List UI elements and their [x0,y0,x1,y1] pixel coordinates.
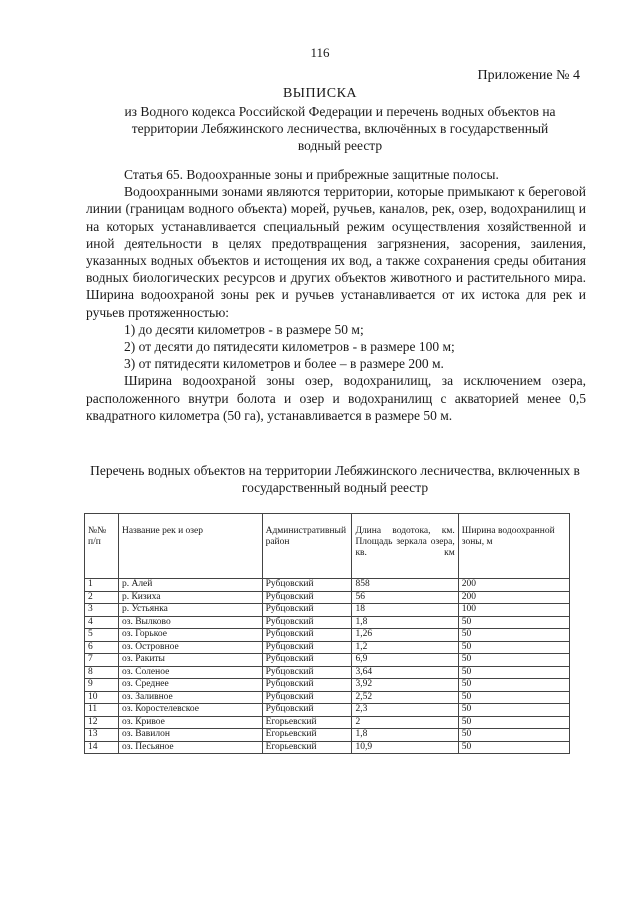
cell-district: Рубцовский [262,691,352,704]
table-row [85,641,570,654]
cell-name: оз. Ракиты [118,654,262,667]
header-name: Название рек и озер [118,514,262,579]
cell-length: 3,64 [352,666,458,679]
list-item-2: 2) от десяти до пятидесяти километров - в размере 100 м; [124,339,455,355]
table-row [85,591,570,604]
cell-name: оз. Соленое [118,666,262,679]
list-item-1: 1) до десяти километров - в размере 50 м; [124,321,364,337]
appendix-label: Приложение № 4 [477,68,580,83]
cell-district: Рубцовский [262,654,352,667]
cell-width: 50 [458,616,569,629]
cell-num: 5 [85,629,119,642]
table-row [85,579,570,592]
cell-length: 1,2 [352,641,458,654]
cell-num: 8 [85,666,119,679]
article-heading: Статья 65. Водоохранные зоны и прибрежные защитные полосы. [124,167,499,182]
cell-num: 10 [85,691,119,704]
document-title: ВЫПИСКА [282,86,358,101]
table-row [85,629,570,642]
table-row [85,691,570,704]
header-district: Административный район [262,514,352,579]
paragraph-lake-zones: Ширина водоохраной зоны озер, водохранилищ, за исключением озера, расположенного внутри болота и озер и водохранилищ с акваторией менее 0,5 квадратного километра (50 га), устанавливается в размере 50 м. [86,373,586,423]
cell-length: 2,3 [352,704,458,717]
document-body [86,166,586,424]
cell-district: Рубцовский [262,591,352,604]
cell-width: 50 [458,629,569,642]
document-subtitle: из Водного кодекса Российской Федерации и перечень водных объектов на территории Лебяжинского лесничества, включённых в государственный водный реестр [124,104,556,153]
cell-length: 18 [352,604,458,617]
cell-width: 50 [458,729,569,742]
cell-num: 2 [85,591,119,604]
cell-length: 858 [352,579,458,592]
cell-width: 50 [458,704,569,717]
cell-width: 100 [458,604,569,617]
cell-width: 50 [458,666,569,679]
table-header-row [85,514,570,579]
cell-num: 13 [85,729,119,742]
cell-name: оз. Островное [118,641,262,654]
cell-length: 1,8 [352,616,458,629]
cell-width: 200 [458,591,569,604]
table-title: Перечень водных объектов на территории Лебяжинского лесничества, включенных в государственный водный реестр [90,463,580,495]
cell-num: 1 [85,579,119,592]
cell-length: 2 [352,716,458,729]
cell-width: 50 [458,654,569,667]
cell-length: 56 [352,591,458,604]
table-row [85,729,570,742]
water-objects-table [84,513,570,754]
header-num: №№ п/п [85,514,119,579]
cell-name: р. Кизиха [118,591,262,604]
list-item-3: 3) от пятидесяти километров и более – в размере 200 м. [124,356,444,372]
cell-width: 50 [458,741,569,754]
cell-length: 3,92 [352,679,458,692]
cell-district: Рубцовский [262,679,352,692]
paragraph-water-zones: Водоохранными зонами являются территории, которые примыкают к береговой линии (границам водного объекта) морей, ручьев, каналов, рек, озер, водохранилищ и на которых устанавливается специальный режим осуществления хозяйственной и иной деятельности в целях предотвращения загрязнения, засорения, заиления, указанных водных объектов и истощения их вод, а также сохранения среды обитания водных биологических ресурсов и других объектов животного и растительного мира. Ширина водоохраной зоны рек и ручьев устанавливается от их истока для рек и ручьев протяженностью: [86,184,586,320]
table-row [85,741,570,754]
cell-name: оз. Горькое [118,629,262,642]
cell-district: Рубцовский [262,704,352,717]
cell-length: 6,9 [352,654,458,667]
table-row [85,679,570,692]
cell-name: оз. Вылково [118,616,262,629]
table-row [85,704,570,717]
table-row [85,654,570,667]
cell-district: Рубцовский [262,666,352,679]
cell-name: оз. Заливное [118,691,262,704]
cell-name: оз. Среднее [118,679,262,692]
cell-length: 1,8 [352,729,458,742]
cell-width: 50 [458,641,569,654]
cell-width: 200 [458,579,569,592]
cell-length: 2,52 [352,691,458,704]
cell-district: Рубцовский [262,616,352,629]
header-length: Длина водотока, км. Площадь зеркала озера, кв. км [352,514,458,579]
water-objects-table-container [84,513,570,754]
cell-district: Рубцовский [262,641,352,654]
cell-length: 1,26 [352,629,458,642]
cell-num: 14 [85,741,119,754]
cell-name: р. Устьянка [118,604,262,617]
cell-num: 11 [85,704,119,717]
cell-width: 50 [458,691,569,704]
cell-num: 7 [85,654,119,667]
cell-district: Рубцовский [262,629,352,642]
cell-district: Рубцовский [262,579,352,592]
cell-name: оз. Песьяное [118,741,262,754]
cell-name: оз. Коростелевское [118,704,262,717]
cell-name: р. Алей [118,579,262,592]
cell-district: Егорьевский [262,741,352,754]
table-row [85,666,570,679]
cell-width: 50 [458,716,569,729]
cell-num: 6 [85,641,119,654]
cell-num: 3 [85,604,119,617]
cell-width: 50 [458,679,569,692]
table-body [85,579,570,754]
cell-num: 12 [85,716,119,729]
header-width: Ширина водоохранной зоны, м [458,514,569,579]
cell-name: оз. Вавилон [118,729,262,742]
cell-district: Егорьевский [262,716,352,729]
cell-num: 9 [85,679,119,692]
cell-district: Егорьевский [262,729,352,742]
table-row [85,604,570,617]
table-row [85,616,570,629]
cell-num: 4 [85,616,119,629]
cell-name: оз. Кривое [118,716,262,729]
page-number: 116 [310,45,330,60]
cell-length: 10,9 [352,741,458,754]
cell-district: Рубцовский [262,604,352,617]
table-row [85,716,570,729]
